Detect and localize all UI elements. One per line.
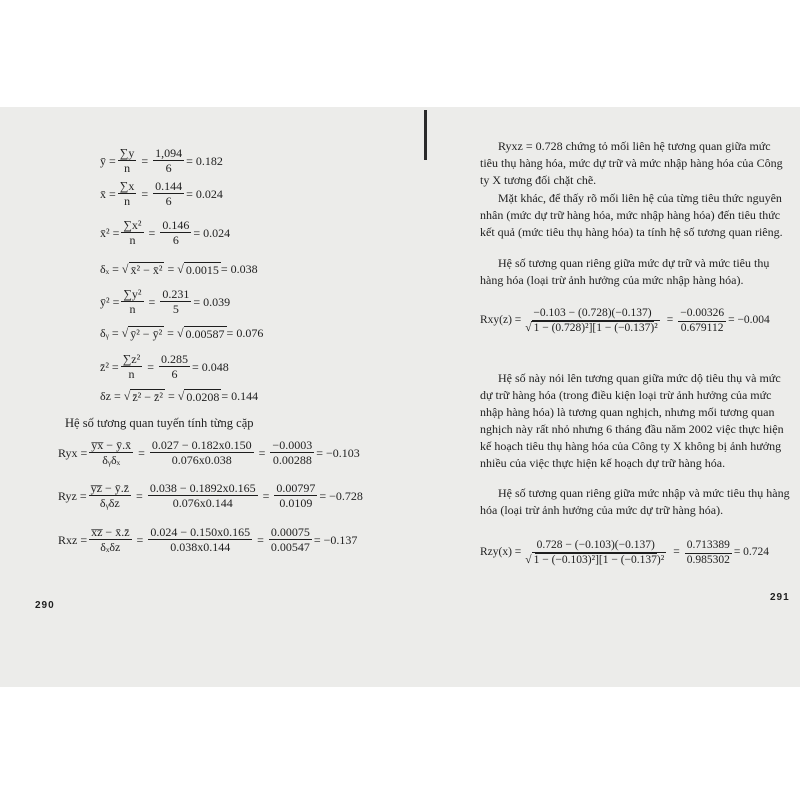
denominator: 5 [172, 302, 179, 316]
formula-delta-x: δₓ = √ x̄² − x̄² = √ 0.0015 = 0.038 [100, 262, 258, 277]
root-term-b: 1 − (−0.137)² [596, 321, 658, 334]
numerator: 0.00075 [270, 525, 310, 539]
page-number-right: 291 [770, 592, 790, 603]
numerator: 0.038 − 0.1892x0.165 [149, 481, 256, 495]
formula-rxy-z: Rxy(z) = $\frac{-0.103 - (0.728)(-0.137)}{\text{√ 1 − (0.728)²][1 − (−0.137)²}}$ = $\frac{-0.00326}{0.679112}$ = −0.004 [480, 307, 770, 334]
denominator: n [124, 161, 131, 175]
denominator: δᵧδz [99, 496, 120, 510]
fraction [160, 288, 191, 315]
numerator: 0.00797 [276, 481, 316, 495]
fraction [121, 219, 143, 246]
fraction [148, 526, 252, 553]
fraction [678, 308, 726, 334]
fraction [523, 308, 661, 334]
formula-rxz: Rxz = $\frac{x̅z̅ - x̄.z̄}{\text{δₓδz}}$ = $\frac{0.024 - 0.150x0.165}{0.038x0.144}$ = $\frac{0.00075}{0.00547}$ = −0.137 [58, 525, 358, 554]
formula-result: = 0.144 [221, 389, 259, 403]
denominator: √ 1 − (−0.103)²][1 − (−0.137)² [525, 553, 665, 566]
fraction [159, 353, 190, 380]
denominator: n [124, 194, 131, 208]
formula-result: = −0.137 [313, 532, 358, 547]
formula-ryz: Ryz = $\frac{y̅z̅ - ȳ.z̄}{\text{δᵧδz}}$ = $\frac{0.038 - 0.1892x0.165}{0.076x0.144}$ = $\frac{0.00797}{0.0109}$ = −0.728 [58, 481, 363, 510]
numerator: 0.728 − (−0.103)(−0.137) [535, 540, 657, 554]
root-term-b: 1 − (−0.137)² [602, 553, 665, 566]
formula-result: = 0.039 [193, 294, 231, 309]
fraction [121, 288, 143, 315]
root-term-a: 1 − (0.728)² [533, 321, 589, 334]
fraction [685, 540, 732, 566]
fraction [121, 353, 142, 380]
formula-lhs: Rzy(x) = [480, 546, 522, 559]
formula-ryx: Ryx = $\frac{y̅x̅ - ȳ.x̄}{\text{δᵧδₓ}}$ = $\frac{0.027 - 0.182x0.150}{0.076x0.038}$ = $\frac{-0.0003}{0.00288}$ = −0.103 [58, 438, 360, 467]
fraction [523, 540, 668, 566]
denominator: 0.076x0.038 [171, 453, 232, 467]
formula-lhs: ȳ² = [100, 294, 120, 309]
numerator: −0.103 − (0.728)(−0.137) [531, 308, 653, 322]
formula-lhs: Ryz = [58, 488, 87, 503]
denominator: 0.679112 [680, 321, 724, 334]
formula-lhs: Ryx = [58, 445, 88, 460]
left-page [0, 130, 420, 650]
numerator: −0.00326 [678, 308, 726, 322]
square-root: 0.0208 [186, 390, 220, 404]
numerator: ∑x² [123, 218, 142, 232]
numerator: ∑y [119, 146, 135, 160]
numerator: 0.027 − 0.182x0.150 [151, 438, 252, 452]
denominator: 0.00288 [272, 453, 312, 467]
denominator: 6 [171, 367, 178, 381]
formula-result: = 0.048 [191, 359, 229, 374]
fraction [274, 482, 317, 509]
formula-result: = 0.024 [193, 225, 231, 240]
formula-lhs: z̄² = [100, 359, 119, 374]
numerator: 1,094 [155, 146, 183, 160]
fraction [89, 482, 131, 509]
fraction [89, 439, 133, 466]
formula-lhs: x̄ = [100, 186, 116, 201]
numerator: y̅x̅ − ȳ.x̄ [91, 438, 132, 452]
numerator: ∑y² [123, 287, 142, 301]
formula-result: = 0.024 [186, 186, 223, 201]
square-root: 0.0015 [185, 263, 219, 277]
formula-lhs: δᵧ = [100, 326, 119, 340]
denominator: δᵧδₓ [102, 453, 121, 467]
formula-y2bar: ȳ² = $\frac{\text{∑y²}}{n}$ = $\frac{0.231}{5}$ = 0.039 [100, 287, 231, 316]
formula-result: = 0.724 [733, 546, 770, 559]
denominator: 0.00547 [270, 540, 310, 554]
fraction [150, 439, 254, 466]
paragraph-5: Hệ số tương quan riêng giữa mức nhập và mức tiêu thụ hàng hóa (loại trừ ảnh hưởng của mức dự trữ hàng hóa). [480, 486, 790, 517]
numerator: y̅z̅ − ȳ.z̄ [90, 481, 130, 495]
formula-delta-z: δz = √ z̄² − z̄² = √ 0.0208 = 0.144 [100, 389, 259, 404]
fraction [269, 526, 312, 553]
right-page [430, 130, 800, 650]
fraction [270, 439, 314, 466]
formula-ybar: ȳ = $\frac{\sum y}{n}$ = $\frac{1,094}{6}$ = 0.182 [100, 146, 223, 175]
denominator: 0.985302 [686, 553, 730, 566]
formula-lhs: Rxy(z) = [480, 314, 522, 327]
formula-result: = 0.038 [220, 262, 258, 276]
formula-x2bar: x̄² = $\frac{\text{∑x²}}{n}$ = $\frac{0.146}{6}$ = 0.024 [100, 218, 231, 247]
numerator: ∑x [119, 179, 135, 193]
fraction [148, 482, 258, 509]
denominator: 0.0109 [279, 496, 313, 510]
page-gutter [424, 110, 427, 160]
formula-result: = 0.076 [226, 326, 264, 340]
denominator: 6 [172, 233, 179, 247]
denominator: √ 1 − (0.728)²][1 − (−0.137)² [525, 321, 658, 334]
formula-result: = −0.103 [316, 445, 360, 460]
numerator: 0.024 − 0.150x0.165 [150, 525, 251, 539]
numerator: 0.231 [162, 287, 190, 301]
formula-lhs: δₓ = [100, 262, 119, 276]
numerator: −0.0003 [272, 438, 313, 452]
formula-z2bar: z̄² = $\frac{\text{∑z²}}{n}$ = $\frac{0.285}{6}$ = 0.048 [100, 352, 229, 381]
page-number-left: 290 [35, 600, 55, 611]
section-heading: Hệ số tương quan tuyến tính từng cặp [65, 416, 254, 430]
square-root: 0.00587 [185, 327, 225, 341]
fraction [118, 147, 137, 174]
formula-xbar: x̄ = $\frac{\sum x}{n}$ = $\frac{0.144}{6}$ = 0.024 [100, 179, 223, 208]
fraction [153, 180, 184, 207]
formula-result: = 0.182 [186, 153, 223, 168]
square-root: z̄² − z̄² [132, 390, 163, 404]
numerator: ∑z² [122, 352, 141, 366]
denominator: 6 [165, 194, 172, 208]
paragraph-1: Ryxz = 0.728 chứng tỏ mối liên hệ tương quan giữa mức tiêu thụ hàng hóa, mức dự trữ và mức nhập hàng hóa của Công ty X tương đối chặt chẽ. [480, 139, 783, 187]
denominator: 6 [165, 161, 172, 175]
fraction [153, 147, 184, 174]
formula-result: = −0.728 [319, 488, 363, 503]
paragraph-4: Hệ số này nói lên tương quan giữa mức dộ tiêu thụ và mức dự trữ hàng hóa (trong điều kiện loại trừ ảnh hưởng của mức nhập hàng hóa) là tương quan nghịch, nhưng mối tương quan nghịch này rất nhỏ nhưng 6 tháng đầu năm 2002 việc thực hiện kế hoạch tiêu thụ hàng hóa của Công ty X không bị ảnh hưởng nhiều của việc thực hiện kế hoạch dự trữ hàng hóa. [480, 371, 784, 470]
denominator: 0.076x0.144 [172, 496, 233, 510]
square-root: x̄² − x̄² [130, 263, 163, 277]
square-root: ȳ² − ȳ² [130, 327, 163, 341]
denominator: n [129, 233, 136, 247]
formula-lhs: δz = [100, 389, 121, 403]
numerator: 0.144 [155, 179, 183, 193]
denominator: δₓδz [100, 540, 121, 554]
paragraph-2: Mặt khác, để thấy rõ mối liên hệ của từng tiêu thức nguyên nhân (mức dự trữ hàng hóa, mức nhập hàng hóa) đến tiêu thức kết quả (mức tiêu thụ hàng hóa) ta tính hệ số tương quan riêng. [480, 191, 783, 239]
denominator: n [129, 302, 136, 316]
denominator: 0.038x0.144 [170, 540, 231, 554]
paragraph-3: Hệ số tương quan riêng giữa mức dự trữ và mức tiêu thụ hàng hóa (loại trừ ảnh hưởng của mức nhập hàng hóa). [480, 256, 770, 287]
formula-lhs: Rxz = [58, 532, 88, 547]
formula-delta-y: δᵧ = √ ȳ² − ȳ² = √ 0.00587 = 0.076 [100, 326, 264, 341]
numerator: x̅z̅ − x̄.z̄ [91, 525, 130, 539]
numerator: 0.146 [162, 218, 190, 232]
numerator: 0.285 [160, 352, 188, 366]
formula-result: = −0.004 [728, 314, 770, 327]
fraction [89, 526, 131, 553]
fraction [118, 180, 137, 207]
fraction [160, 219, 191, 246]
root-term-a: 1 − (−0.103)² [533, 553, 596, 566]
numerator: 0.713389 [685, 540, 732, 554]
denominator: n [128, 367, 135, 381]
formula-rzy-x: Rzy(x) = $\frac{0.728 - (-0.103)(-0.137)}{\text{√ 1 − (−0.103)²][1 − (−0.137)²}}$ = $\frac{0.713389}{0.985302}$ = 0.724 [480, 539, 770, 566]
formula-lhs: x̄² = [100, 225, 120, 240]
formula-lhs: ȳ = [100, 153, 116, 168]
